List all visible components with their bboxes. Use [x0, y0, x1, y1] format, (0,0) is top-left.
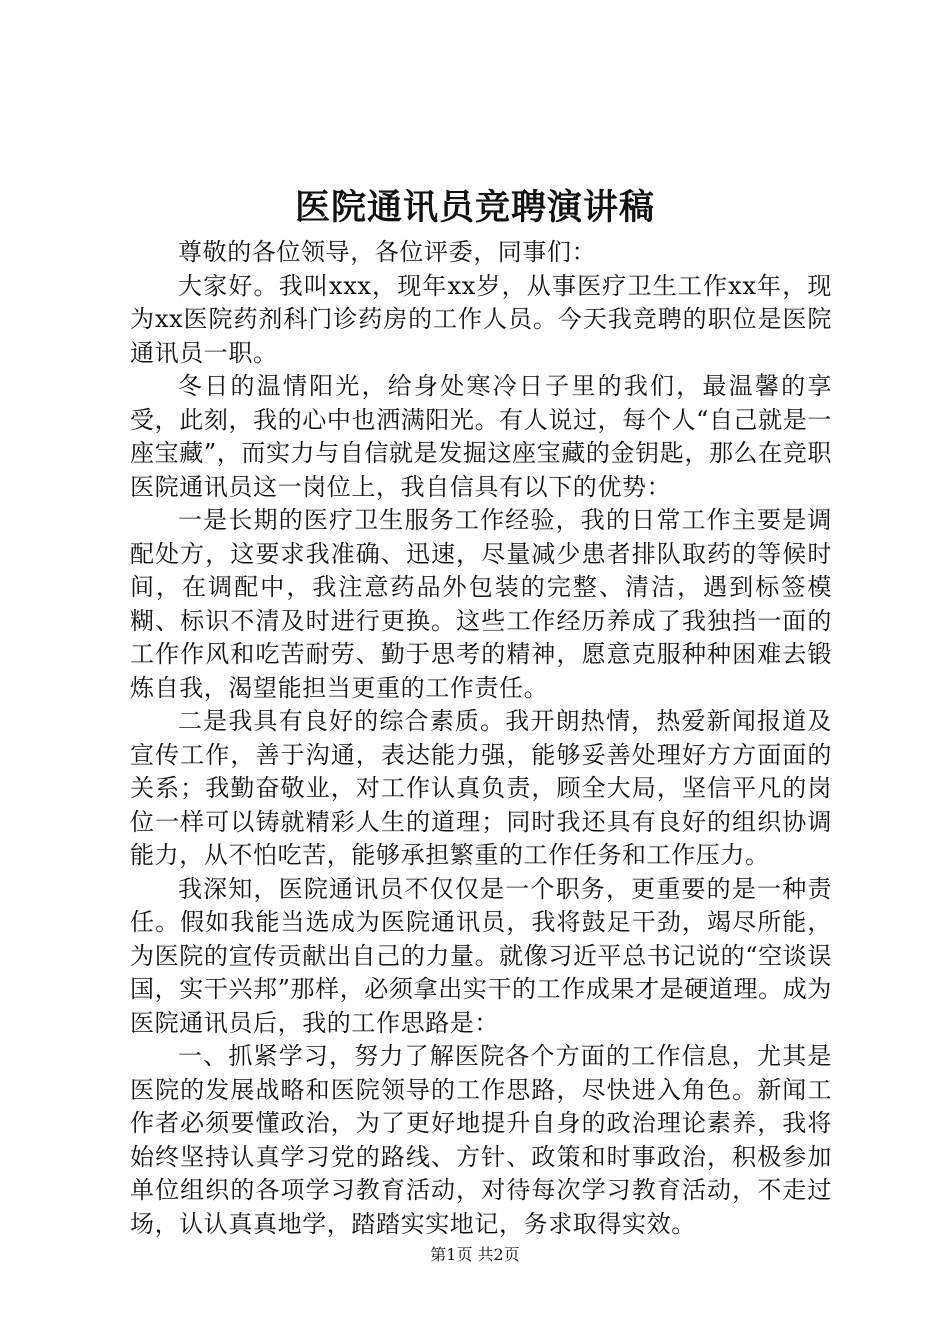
motivation-paragraph: 冬日的温情阳光，给身处寒冷日子里的我们，最温馨的享受，此刻，我的心中也洒满阳光。有人说过，每个人“自己就是一座宝藏”，而实力与自信就是发掘这座宝藏的金钥匙，那么在竞职医院通讯员这一岗位上，我自信具有以下的优势： — [130, 372, 832, 501]
salutation-paragraph: 尊敬的各位领导，各位评委，同事们： — [178, 238, 597, 266]
responsibility-paragraph: 我深知，医院通讯员不仅仅是一个职务，更重要的是一种责任。假如我能当选成为医院通讯员，我将鼓足干劲，竭尽所能，为医院的宣传贡献出自己的力量。就像习近平总书记说的“空谈误国，实干兴邦”那样，必须拿出实干的工作成果才是硬道理。成为医院通讯员后，我的工作思路是： — [130, 874, 832, 1037]
plan-one-paragraph: 一、抓紧学习，努力了解医院各个方面的工作信息，尤其是医院的发展战略和医院领导的工作思路，尽快进入角色。新闻工作者必须要懂政治，为了更好地提升自身的政治理论素养，我将始终坚持认真学习党的路线、方针、政策和时事政治，积极参加单位组织的各项学习教育活动，对待每次学习教育活动，不走过场，认认真真地学，踏踏实实地记，务求取得实效。 — [130, 1042, 832, 1238]
document-body — [130, 236, 832, 1241]
advantage-two-paragraph: 二是我具有良好的综合素质。我开朗热情，热爱新闻报道及宣传工作，善于沟通，表达能力强，能够妥善处理好方方面面的关系；我勤奋敬业，对工作认真负责，顾全大局，坚信平凡的岗位一样可以铸就精彩人生的道理；同时我还具有良好的组织协调能力，从不怕吃苦，能够承担繁重的工作任务和工作压力。 — [130, 707, 832, 869]
page-footer: 第1页 共2页 — [430, 1245, 520, 1264]
document-title: 医院通讯员竞聘演讲稿 — [294, 187, 655, 228]
introduction-paragraph: 大家好。我叫xxx，现年xx岁，从事医疗卫生工作xx年，现为xx医院药剂科门诊药房的工作人员。今天我竞聘的职位是医院通讯员一职。 — [130, 271, 832, 367]
advantage-one-paragraph: 一是长期的医疗卫生服务工作经验，我的日常工作主要是调配处方，这要求我准确、迅速，尽量减少患者排队取药的等候时间，在调配中，我注意药品外包装的完整、清洁，遇到标签模糊、标识不清及时进行更换。这些工作经历养成了我独挡一面的工作作风和吃苦耐劳、勤于思考的精神，愿意克服种种困难去锻炼自我，渴望能担当更重的工作责任。 — [130, 506, 832, 702]
